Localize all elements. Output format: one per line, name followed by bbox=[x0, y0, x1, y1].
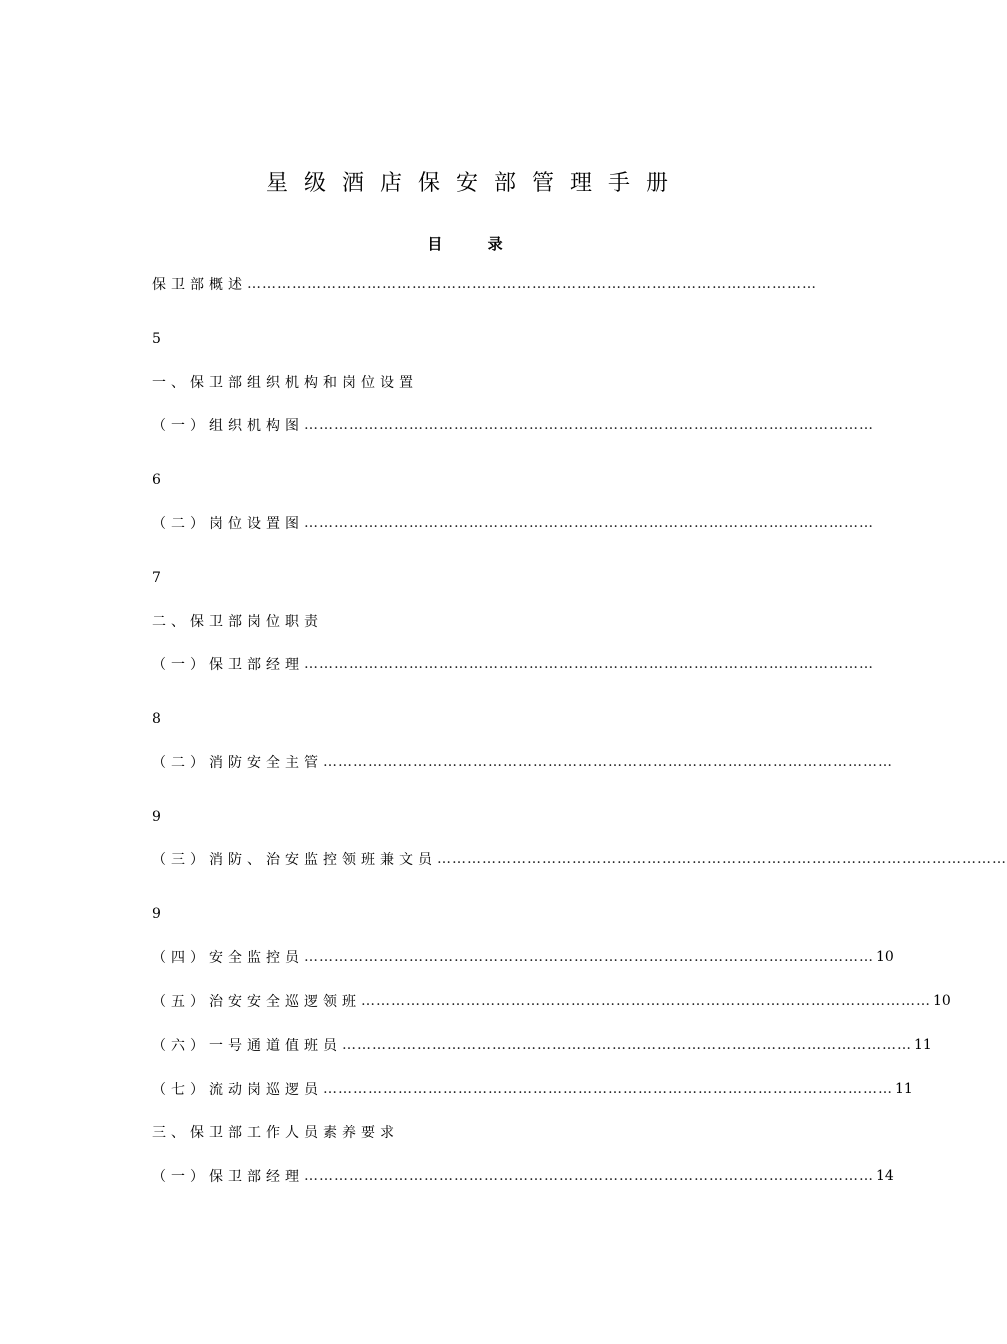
toc-entry bbox=[152, 946, 894, 968]
toc-page-number: 8 bbox=[152, 711, 161, 727]
toc-entry bbox=[152, 1165, 894, 1187]
toc-heading: 目 录 bbox=[427, 235, 523, 253]
toc-entry bbox=[152, 1034, 932, 1056]
toc-page-number: 6 bbox=[152, 472, 161, 488]
toc-leader: …………………………………………………………………………………………………… bbox=[342, 1037, 912, 1053]
toc-section-heading bbox=[152, 1121, 794, 1143]
toc-leader: …………………………………………………………………………………………………… bbox=[361, 993, 931, 1009]
toc-entry-label: 二、保卫部岗位职责 bbox=[152, 614, 323, 630]
toc-entry-page: 10 bbox=[933, 993, 951, 1009]
toc-entry-label: （一）组织机构图 bbox=[152, 418, 304, 434]
toc-entry-page: 11 bbox=[914, 1037, 932, 1053]
toc-leader: …………………………………………………………………………………………………… bbox=[247, 276, 817, 292]
toc-leader: …………………………………………………………………………………………………… bbox=[437, 851, 1007, 867]
toc-entry-label: （二）消防安全主管 bbox=[152, 755, 323, 771]
toc-page-number: 9 bbox=[152, 809, 161, 825]
toc-entry bbox=[152, 990, 951, 1012]
toc-entry-label: （一）保卫部经理 bbox=[152, 1169, 304, 1185]
toc-entry-page: 10 bbox=[876, 949, 894, 965]
document-title: 星级酒店保安部管理手册 bbox=[265, 171, 684, 196]
toc-leader: …………………………………………………………………………………………………… bbox=[323, 1081, 893, 1097]
toc-entry bbox=[152, 273, 817, 295]
toc-entry-label: （七）流动岗巡逻员 bbox=[152, 1082, 323, 1098]
toc-entry bbox=[152, 653, 874, 675]
toc-section-heading bbox=[152, 371, 794, 393]
toc-entry-label: （二）岗位设置图 bbox=[152, 516, 304, 532]
toc-entry bbox=[152, 1078, 913, 1100]
toc-entry-label: （五）治安安全巡逻领班 bbox=[152, 994, 361, 1010]
toc-entry-label: 一、保卫部组织机构和岗位设置 bbox=[152, 375, 418, 391]
toc-entry-label: （四）安全监控员 bbox=[152, 950, 304, 966]
toc-leader: …………………………………………………………………………………………………… bbox=[304, 1168, 874, 1184]
toc-leader: …………………………………………………………………………………………………… bbox=[304, 656, 874, 672]
toc-entry bbox=[152, 414, 874, 436]
toc-entry-label: （六）一号通道值班员 bbox=[152, 1038, 342, 1054]
toc-leader: …………………………………………………………………………………………………… bbox=[304, 417, 874, 433]
toc-entry-label: 三、保卫部工作人员素养要求 bbox=[152, 1125, 399, 1141]
toc-section-heading bbox=[152, 610, 794, 632]
toc-leader: …………………………………………………………………………………………………… bbox=[304, 949, 874, 965]
toc-page-number: 9 bbox=[152, 906, 161, 922]
toc-entry bbox=[152, 751, 893, 773]
toc-entry-label: 保卫部概述 bbox=[152, 277, 247, 293]
toc-leader: …………………………………………………………………………………………………… bbox=[304, 515, 874, 531]
toc-entry-label: （一）保卫部经理 bbox=[152, 657, 304, 673]
toc-entry-page: 11 bbox=[895, 1081, 913, 1097]
toc-entry bbox=[152, 848, 1007, 870]
toc-entry-label: （三）消防、治安监控领班兼文员 bbox=[152, 852, 437, 868]
toc-entry bbox=[152, 512, 874, 534]
toc-page-number: 5 bbox=[152, 331, 161, 347]
toc-entry-page: 14 bbox=[876, 1168, 894, 1184]
toc-page-number: 7 bbox=[152, 570, 161, 586]
toc-leader: …………………………………………………………………………………………………… bbox=[323, 754, 893, 770]
